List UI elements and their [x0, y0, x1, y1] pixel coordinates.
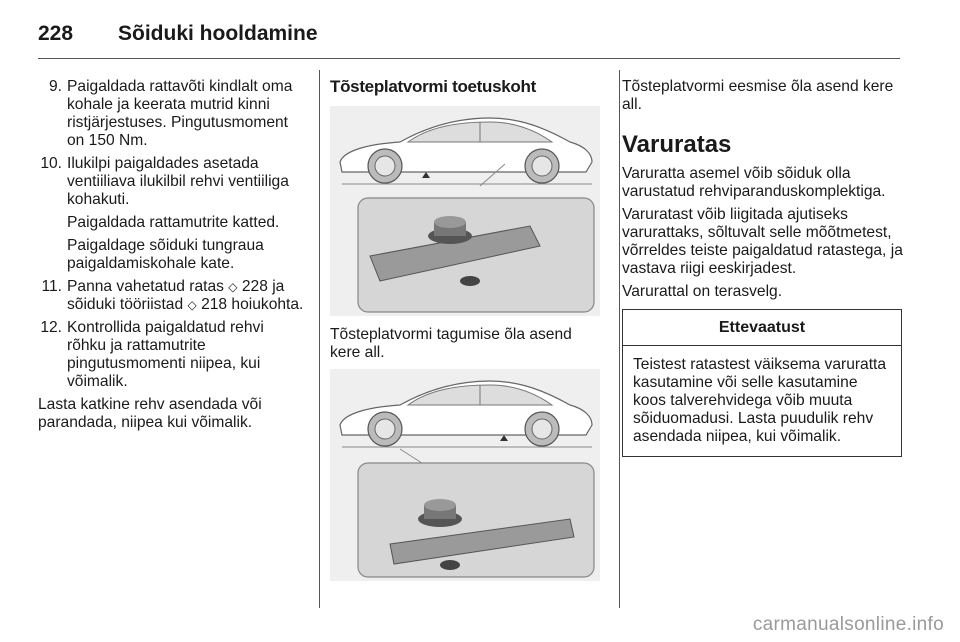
text-part: ja sõiduki tööriistad [67, 278, 285, 313]
list-item-12 [38, 319, 306, 391]
figure-caption: Tõsteplatvormi tagumise õla asend kere all. [330, 326, 572, 361]
page-number: 228 [38, 22, 74, 45]
section-heading-spare-wheel: Varuratas [622, 131, 732, 158]
page-reference[interactable]: 228 [241, 278, 268, 295]
page-title: Sõiduki hooldamine [118, 22, 318, 45]
list-subtext: Paigaldage sõiduki tungraua paigaldamiskohale kate. [67, 237, 264, 272]
list-number: 11. [41, 278, 62, 295]
column-2 [330, 78, 602, 581]
page-header [38, 18, 900, 59]
car-rear-lift-illustration [330, 369, 600, 581]
list-number: 10. [40, 155, 62, 172]
paragraph: Varurattal on terasvelg. [622, 283, 783, 300]
list-subtext: Paigaldada rattamutrite katted. [67, 214, 280, 231]
list-item-11 [38, 278, 306, 314]
figure-front-lift-point [330, 106, 600, 316]
page-reference-icon: ◇ [228, 280, 238, 294]
list-text: Kontrollida paigaldatud rehvi rõhku ja rattamutrite pingutusmomenti niipea, kui võimalik. [67, 319, 264, 390]
closing-paragraph: Lasta katkine rehv asendada või parandada, niipea kui võimalik. [38, 396, 262, 431]
figure-rear-lift-point [330, 369, 600, 581]
page-reference-icon: ◇ [187, 298, 197, 312]
column-divider-2 [619, 70, 620, 608]
figure-caption-front: Tõsteplatvormi eesmise õla asend kere all. [622, 78, 894, 113]
watermark: carmanualsonline.info [752, 614, 944, 635]
list-item-10 [38, 155, 306, 273]
caution-text: Teistest ratastest väiksema varuratta kasutamine või selle kasutamine koos talverehvidega võib muuta sõiduomadusi. Lasta puudulik rehv asendada niipea, kui võimalik. [633, 356, 887, 445]
paragraph: Varuratta asemel võib sõiduk olla varustatud rehviparanduskomplektiga. [622, 165, 886, 200]
column-divider-1 [319, 70, 320, 608]
text-part: hoiukohta. [227, 296, 304, 313]
section-heading-lift-points: Tõsteplatvormi toetuskoht [330, 77, 536, 96]
car-front-lift-illustration [330, 106, 600, 316]
list-number: 9. [48, 78, 62, 95]
caution-title: Ettevaatust [623, 310, 901, 346]
list-text: Ilukilpi paigaldades asetada ventiiliava ilukilbil rehvi ventiiliga kohakuti. [67, 155, 289, 208]
paragraph: Varuratast võib liigitada ajutiseks varurattaks, sõltuvalt selle mõõtmetest, võrreldes teiste paigaldatud ratastega, ja vastava riigi eeskirjadest. [622, 206, 903, 277]
list-text: Paigaldada rattavõti kindlalt oma kohale ja keerata mutrid kinni ristjärjestuses. Pingutusmoment on 150 Nm. [67, 78, 293, 149]
page-reference[interactable]: 218 [201, 296, 228, 313]
list-item-9 [38, 78, 306, 150]
list-number: 12. [40, 319, 62, 336]
caution-box [622, 309, 902, 457]
column-1 [38, 78, 306, 437]
column-3 [622, 78, 904, 457]
text-part: Panna vahetatud ratas [67, 278, 229, 295]
list-text [67, 278, 306, 314]
